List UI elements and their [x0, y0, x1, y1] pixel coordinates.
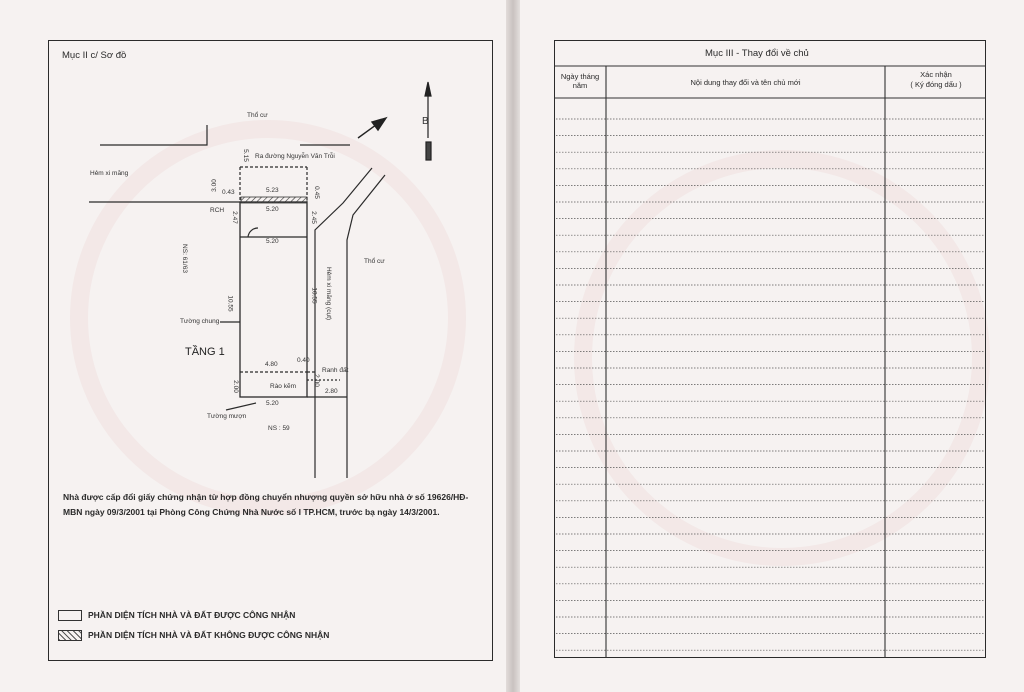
label-dim-3-00: 3.00 — [210, 179, 218, 192]
label-ranh-dat: Ranh đất — [322, 367, 349, 374]
legend-not-recognized-text: PHẦN DIỆN TÍCH NHÀ VÀ ĐẤT KHÔNG ĐƯỢC CÔNG NHẬN — [88, 630, 330, 640]
label-dim-5-20-b: 5.20 — [266, 238, 279, 245]
label-ra-duong: Ra đường Nguyễn Văn Trỗi — [255, 153, 335, 160]
label-rch: RCH — [210, 207, 225, 214]
label-dim-10-55-left: 10.55 — [226, 295, 234, 312]
label-north: B — [422, 116, 429, 127]
col-header-confirm-sub: ( Ký đóng dấu ) — [910, 80, 962, 89]
label-dim-5-20-a: 5.20 — [266, 206, 279, 213]
label-tho-cu-top: Thổ cư — [247, 112, 268, 119]
label-dim-2-47: 2.47 — [230, 211, 238, 224]
label-ns-59: NS : 59 — [268, 425, 290, 432]
col-header-confirm: Xác nhận — [920, 70, 952, 79]
label-dim-2-45: 2.45 — [309, 211, 317, 224]
col-header-date: Ngày tháng năm — [560, 72, 600, 90]
label-tuong-muon: Tường mượn — [207, 413, 247, 420]
label-dim-4-80: 4.80 — [265, 361, 278, 368]
label-dim-2-80: 2.80 — [325, 388, 338, 395]
label-tang-1: TẦNG 1 — [185, 346, 225, 358]
label-dim-2-00-left: 2.00 — [231, 380, 239, 393]
label-dim-0-45: 0.45 — [312, 186, 320, 199]
label-ns-61-63: NS: 61/63 — [180, 244, 188, 273]
label-hem-xi-mang-cut: Hẻm xi măng (cụt) — [325, 266, 333, 321]
label-dim-5-23: 5.23 — [266, 187, 279, 194]
label-dim-0-40: 0.40 — [297, 357, 310, 364]
section-title-diagram: Mục II c/ Sơ đồ — [62, 50, 127, 61]
legend-recognized-text: PHẦN DIỆN TÍCH NHÀ VÀ ĐẤT ĐƯỢC CÔNG NHẬN — [88, 610, 296, 620]
label-dim-5-15: 5.15 — [241, 149, 249, 162]
label-dim-2-00-right: 2.00 — [312, 374, 320, 387]
label-hem-xi-mang: Hẻm xi măng — [90, 170, 129, 177]
label-dim-10-55-right: 10.55 — [310, 287, 318, 304]
label-rao-kem: Rào kẽm — [270, 383, 297, 390]
label-tuong-chung: Tường chung — [180, 318, 220, 325]
label-dim-5-20-c: 5.20 — [266, 400, 279, 407]
section-title-owner-change: Mục III - Thay đổi về chủ — [705, 48, 809, 59]
ownership-note: Nhà được cấp đổi giấy chứng nhận từ hợp đồng chuyển nhượng quyền sở hữu nhà ở số 19626/HĐ-MBN ngày 09/3/2001 tại Phòng Công Chứng Nhà Nước số I TP.HCM, trước bạ ngày 14/3/2001. — [63, 492, 469, 517]
col-header-content: Nội dung thay đổi và tên chủ mới — [690, 78, 801, 87]
label-tho-cu-right: Thổ cư — [364, 258, 385, 265]
label-dim-0-43: 0.43 — [222, 189, 235, 196]
